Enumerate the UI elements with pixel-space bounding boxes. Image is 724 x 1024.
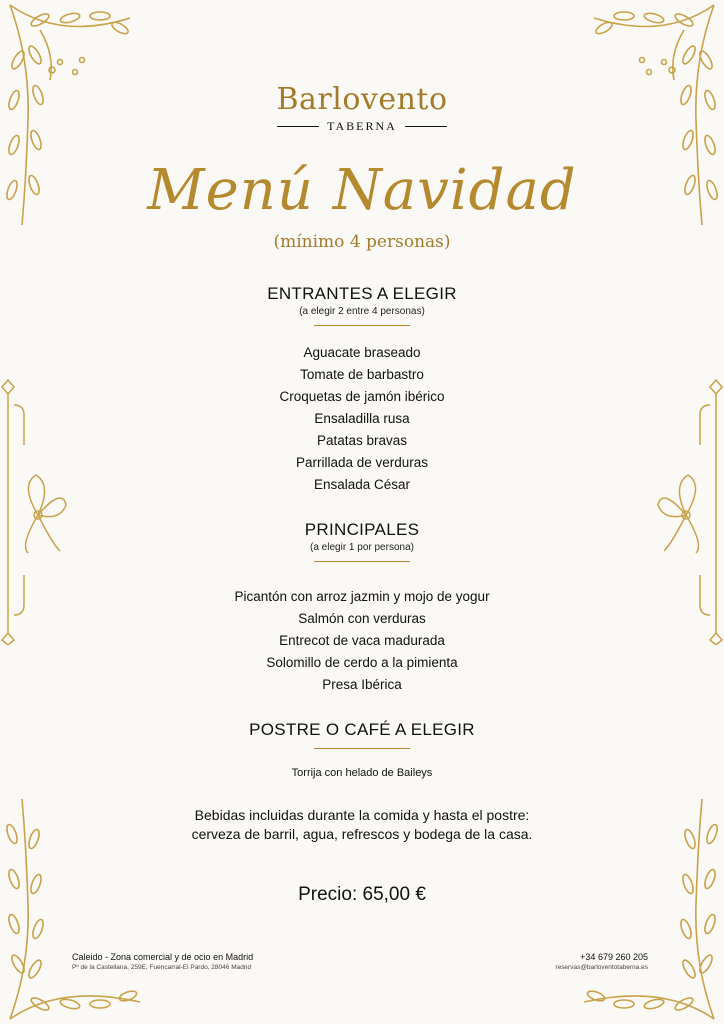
section-note: (a elegir 2 entre 4 personas): [299, 306, 425, 317]
gold-divider: [314, 561, 410, 562]
drinks-note: Bebidas incluidas durante la comida y hasta el postre: cerveza de barril, agua, refrescos y bodega de la casa.: [191, 807, 533, 842]
brand-subtitle-row: [0, 119, 724, 134]
list-item: Patatas bravas: [316, 433, 408, 448]
principales-list: [0, 586, 724, 696]
footer-contact: [555, 952, 648, 971]
footer-phone[interactable]: +34 679 260 205: [580, 952, 648, 962]
postre-list: [0, 762, 724, 784]
brand-logo: [0, 82, 724, 134]
section-entrantes: [0, 284, 724, 326]
list-item: Picantón con arroz jazmin y mojo de yogur: [234, 589, 490, 604]
list-item: Tomate de barbastro: [300, 367, 424, 382]
list-item: Ensaladilla rusa: [314, 411, 410, 426]
gold-divider: [314, 748, 410, 749]
menu-subtitle: (mínimo 4 personas): [273, 232, 451, 252]
footer-venue: [72, 952, 253, 971]
bottom-left-leaf-ornament: [0, 794, 150, 1024]
list-item: Ensalada César: [313, 477, 411, 492]
section-note: (a elegir 1 por persona): [310, 542, 414, 553]
list-item: Salmón con verduras: [298, 611, 426, 626]
list-item: Croquetas de jamón ibérico: [279, 389, 445, 404]
section-heading: POSTRE O CAFÉ A ELEGIR: [249, 720, 475, 739]
bottom-right-leaf-ornament: [574, 794, 724, 1024]
gold-divider: [314, 325, 410, 326]
price: Precio: 65,00 €: [298, 884, 426, 905]
section-principales: [0, 520, 724, 562]
footer-venue-name: Caleido - Zona comercial y de ocio en Madrid: [72, 952, 254, 962]
list-item: Solomillo de cerdo a la pimienta: [266, 655, 458, 670]
brand-name: Barlovento: [276, 82, 448, 117]
list-item: Aguacate braseado: [303, 345, 421, 360]
list-item: Entrecot de vaca madurada: [279, 633, 445, 648]
section-heading: ENTRANTES A ELEGIR: [267, 284, 457, 303]
brand-rule-left: [277, 126, 319, 127]
footer-address: Pº de la Castellana, 259E, Fuencarral-El Pardo, 28046 Madrid: [72, 964, 252, 971]
brand-rule-right: [405, 126, 447, 127]
section-postre: [0, 720, 724, 749]
menu-title: Menú Navidad: [147, 158, 577, 223]
footer-email[interactable]: reservas@barloventotaberna.es: [555, 964, 648, 971]
list-item: Torrija con helado de Baileys: [291, 767, 433, 779]
list-item: Parrillada de verduras: [295, 455, 429, 470]
brand-subtitle: TABERNA: [327, 119, 397, 133]
section-heading: PRINCIPALES: [304, 520, 420, 539]
list-item: Presa Ibérica: [322, 677, 402, 692]
entrantes-list: [0, 342, 724, 496]
